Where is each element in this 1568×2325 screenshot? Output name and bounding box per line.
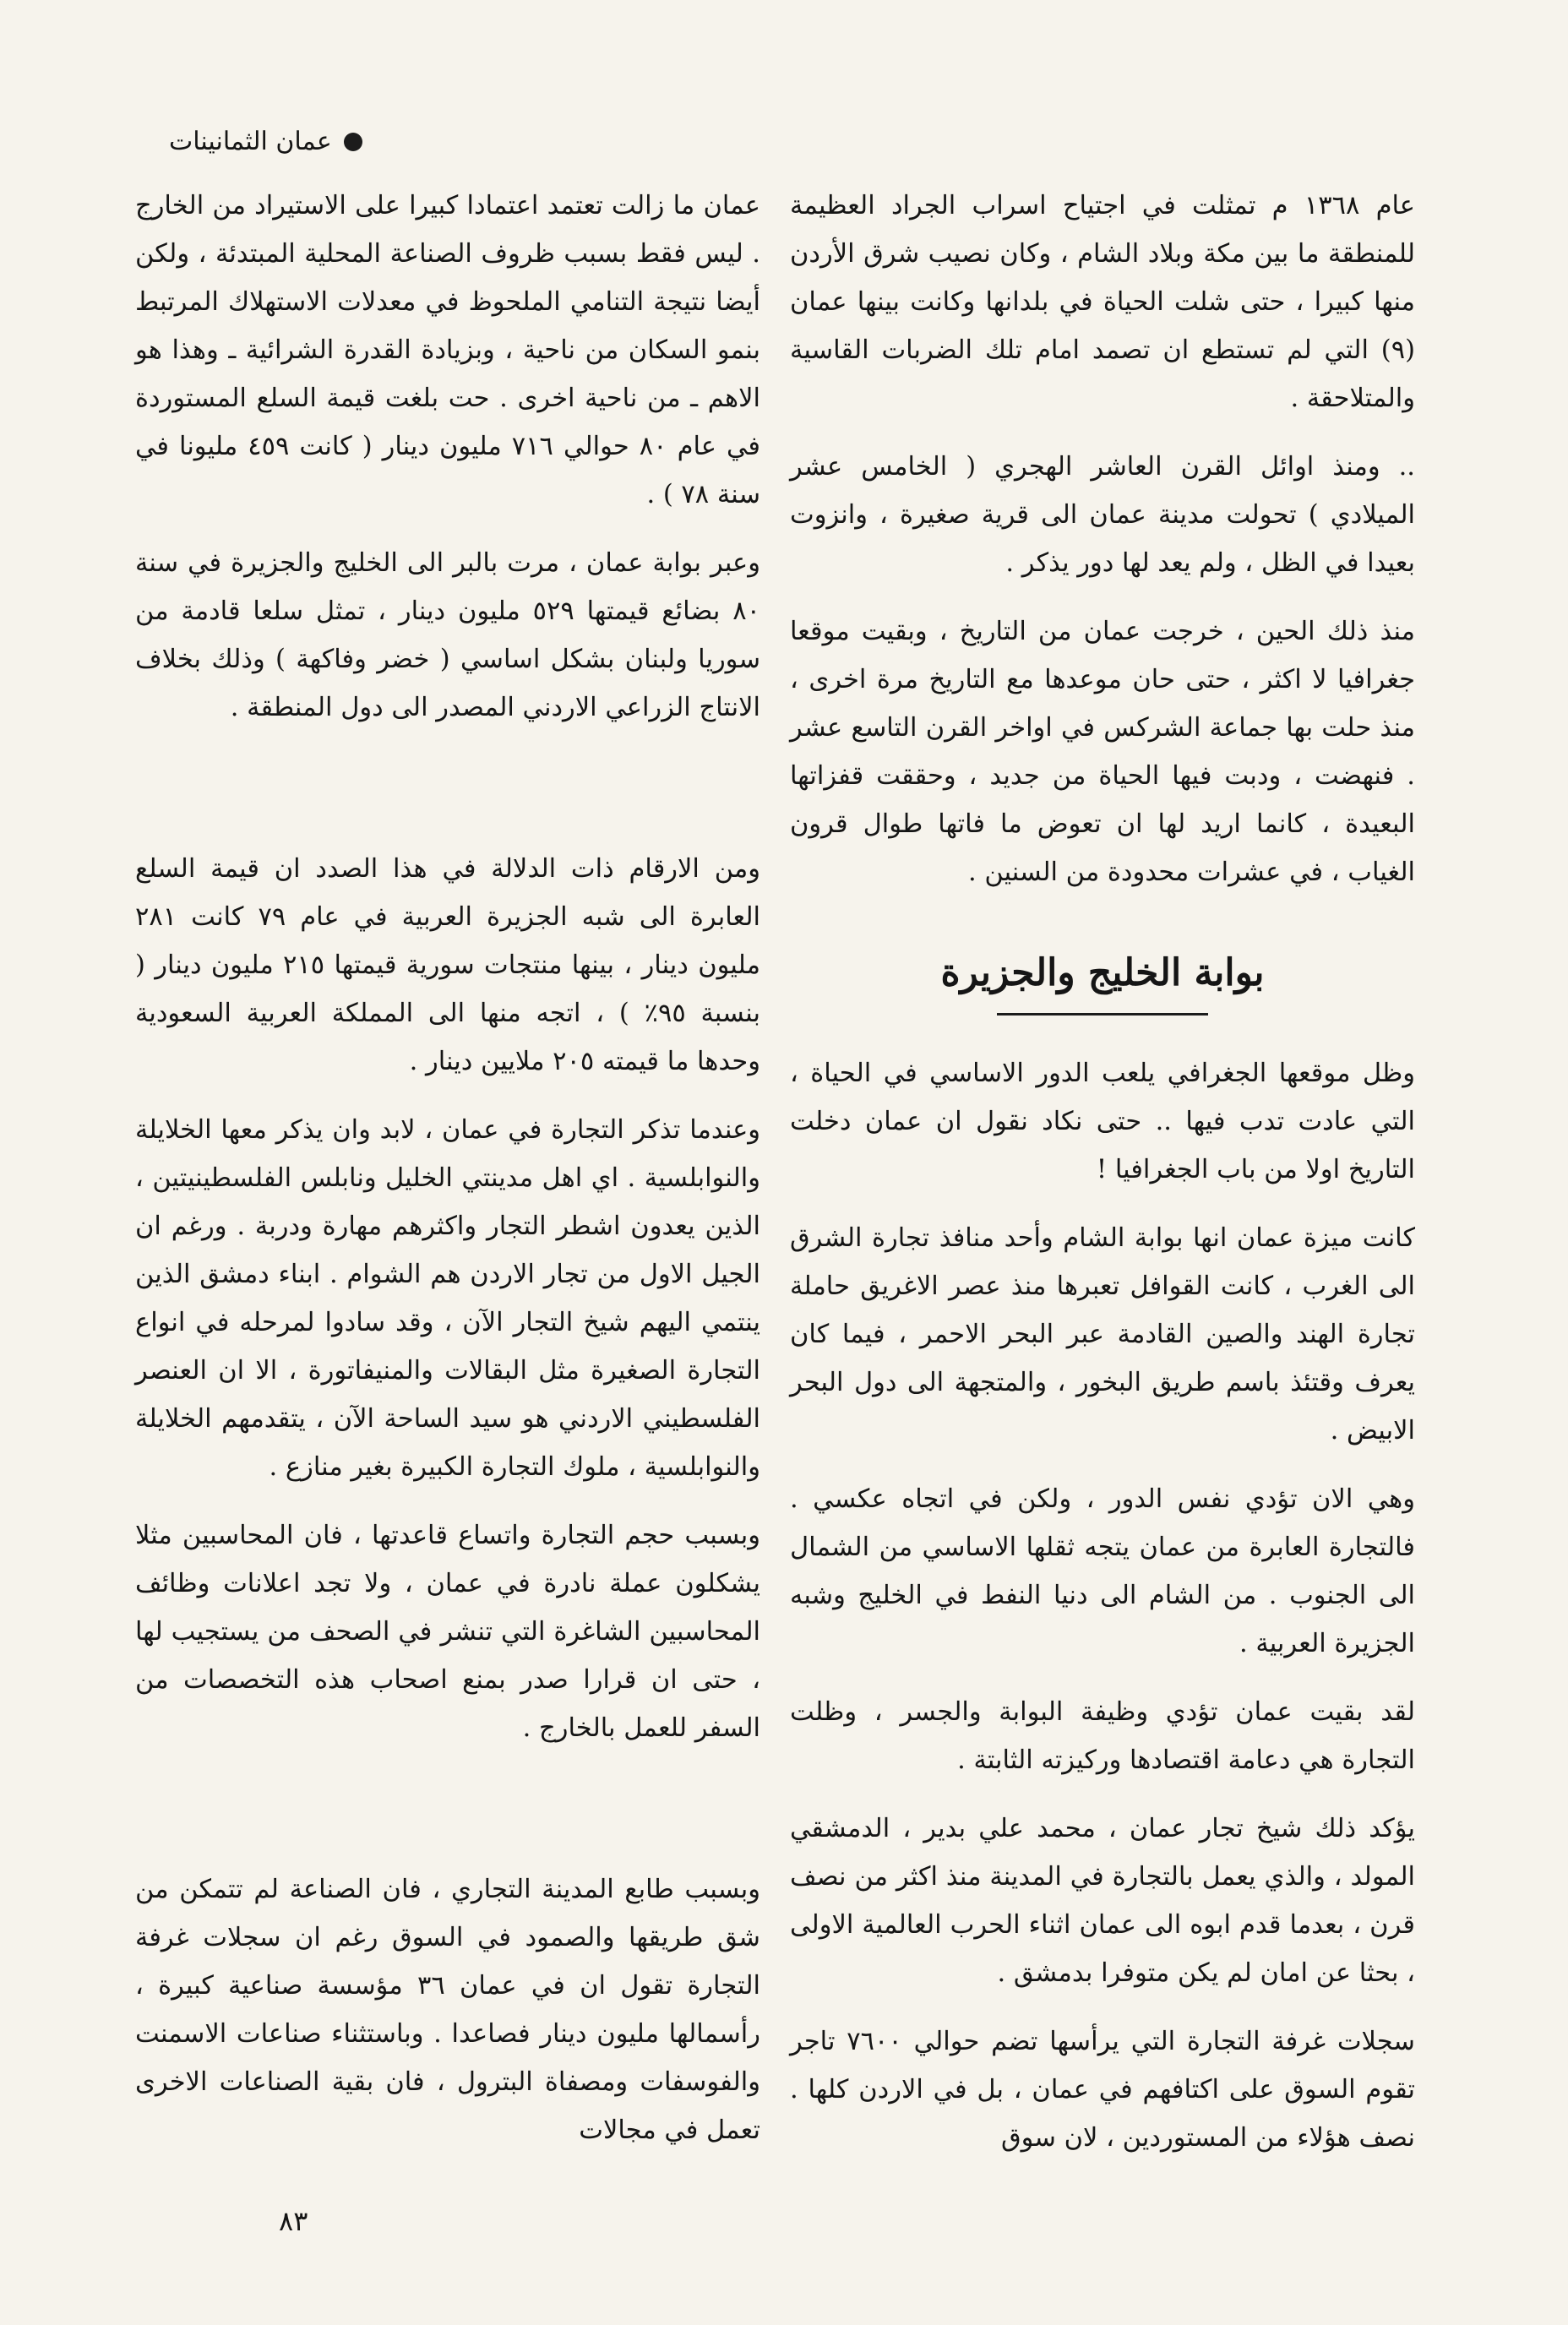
- column-spacer: [135, 752, 760, 845]
- running-header: [169, 127, 362, 156]
- paragraph: .. ومنذ اوائل القرن العاشر الهجري ( الخامس عشر الميلادي ) تحولت مدينة عمان الى قرية صغيرة ، وانزوت بعيدا في الظل ، ولم يعد لها دور يذكر .: [790, 452, 1415, 578]
- running-header-title: عمان الثمانينات: [169, 127, 332, 156]
- paragraph: وبسبب طابع المدينة التجاري ، فان الصناعة لم تتمكن من شق طريقها والصمود في السوق رغم ان سجلات غرفة التجارة تقول ان في عمان ٣٦ مؤسسة صناعية كبيرة ، رأسمالها مليون دينار فصاعدا . وباستثناء صناعات الاسمنت والفوسفات ومصفاة البترول ، فان بقية الصناعات الاخرى تعمل في مجالات: [135, 1875, 760, 2145]
- paragraph: وعندما تذكر التجارة في عمان ، لابد وان يذكر معها الخلايلة والنوابلسية . اي اهل مدينتي الخليل ونابلس الفلسطينيتين ، الذين يعدون اشطر التجار واكثرهم مهارة ودربة . ورغم ان الجيل الاول من تجار الاردن هم الشوام . ابناء دمشق الذين ينتمي اليهم شيخ التجار الآن ، وقد سادوا لمرحله في انواع التجارة الصغيرة مثل البقالات والمنيفاتورة ، الا ان العنصر الفلسطيني الاردني هو سيد الساحة الآن ، يتقدمهم الخلايلة والنوابلسية ، ملوك التجارة الكبيرة بغير منازع .: [135, 1115, 760, 1482]
- left-column: [135, 182, 760, 2175]
- paragraph: سجلات غرفة التجارة التي يرأسها تضم حوالي ٧٦٠٠ تاجر تقوم السوق على اكتافهم في عمان ، بل في الاردن كلها . نصف هؤلاء من المستوردين ، لان سوق: [790, 2027, 1415, 2153]
- paragraph: وبسبب حجم التجارة واتساع قاعدتها ، فان المحاسبين مثلا يشكلون عملة نادرة في عمان ، ولا تجد اعلانات وظائف المحاسبين الشاغرة التي تنشر في الصحف من يستجيب لها ، حتى ان قرارا صدر بمنع اصحاب هذه التخصصات من السفر للعمل بالخارج .: [135, 1521, 760, 1743]
- paragraph: منذ ذلك الحين ، خرجت عمان من التاريخ ، وبقيت موقعا جغرافيا لا اكثر ، حتى حان موعدها مع التاريخ مرة اخرى ، منذ حلت بها جماعة الشركس في اواخر القرن التاسع عشر . فنهضت ، ودبت فيها الحياة من جديد ، وحققت قفزاتها البعيدة ، كانما اريد لها ان تعوض ما فاتها طوال قرون الغياب ، في عشرات محدودة من السنين .: [790, 617, 1415, 887]
- paragraph: يؤكد ذلك شيخ تجار عمان ، محمد علي بدير ، الدمشقي المولد ، والذي يعمل بالتجارة في المدينة منذ اكثر من نصف قرن ، بعدما قدم ابوه الى عمان اثناء الحرب العالمية الاولى ، بحثا عن امان لم يكن متوفرا بدمشق .: [790, 1814, 1415, 1988]
- column-spacer: [135, 1772, 760, 1865]
- paragraph: وهي الان تؤدي نفس الدور ، ولكن في اتجاه عكسي . فالتجارة العابرة من عمان يتجه ثقلها الاساسي من الشمال الى الجنوب . من الشام الى دنيا النفط في الخليج وشبه الجزيرة العربية .: [790, 1484, 1415, 1658]
- paragraph: ومن الارقام ذات الدلالة في هذا الصدد ان قيمة السلع العابرة الى شبه الجزيرة العربية في عام ٧٩ كانت ٢٨١ مليون دينار ، بينها منتجات سورية قيمتها ٢١٥ مليون دينار ( بنسبة ٩٥٪ ) ، اتجه منها الى المملكة العربية السعودية وحدها ما قيمته ٢٠٥ ملايين دينار .: [135, 854, 760, 1076]
- paragraph: لقد بقيت عمان تؤدي وظيفة البوابة والجسر ، وظلت التجارة هي دعامة اقتصادها وركيزته الثابتة .: [790, 1697, 1415, 1775]
- page-number: ٨٣: [279, 2205, 308, 2237]
- bullet-dot-icon: [344, 133, 362, 151]
- paragraph: وظل موقعها الجغرافي يلعب الدور الاساسي في الحياة ، التي عادت تدب فيها .. حتى نكاد نقول ان عمان دخلت التاريخ اولا من باب الجغرافيا !: [790, 1059, 1415, 1184]
- paragraph: كانت ميزة عمان انها بوابة الشام وأحد منافذ تجارة الشرق الى الغرب ، كانت القوافل تعبرها منذ عصر الاغريق حاملة تجارة الهند والصين القادمة عبر البحر الاحمر ، فيما كان يعرف وقتئذ باسم طريق البخور ، والمتجهة الى دول البحر الابيض .: [790, 1223, 1415, 1446]
- heading-underline: [997, 1013, 1208, 1015]
- section-heading: بوابة الخليج والجزيرة: [940, 951, 1265, 994]
- paragraph: وعبر بوابة عمان ، مرت بالبر الى الخليج والجزيرة في سنة ٨٠ بضائع قيمتها ٥٢٩ مليون دينار ، تمثل سلعا قادمة من سوريا ولبنان بشكل اساسي ( خضر وفاكهة ) وذلك بخلاف الانتاج الزراعي الاردني المصدر الى دول المنطقة .: [135, 548, 760, 722]
- paragraph: عمان ما زالت تعتمد اعتمادا كبيرا على الاستيراد من الخارج . ليس فقط بسبب ظروف الصناعة المحلية المبتدئة ، ولكن أيضا نتيجة التنامي الملحوظ في معدلات الاستهلاك المرتبط بنمو السكان من ناحية ، وبزيادة القدرة الشرائية ـ وهذا هو الاهم ـ من ناحية اخرى . حت بلغت قيمة السلع المستوردة في عام ٨٠ حوالي ٧١٦ مليون دينار ( كانت ٤٥٩ مليونا في سنة ٧٨ ) .: [135, 191, 760, 509]
- right-column: [790, 182, 1415, 2182]
- paragraph: عام ١٣٦٨ م تمثلت في اجتياح اسراب الجراد العظيمة للمنطقة ما بين مكة وبلاد الشام ، وكان نصيب شرق الأردن منها كبيرا ، حتى شلت الحياة في بلدانها وكانت بينها عمان (٩) التي لم تستطع ان تصمد امام تلك الضربات القاسية والمتلاحقة .: [790, 191, 1415, 413]
